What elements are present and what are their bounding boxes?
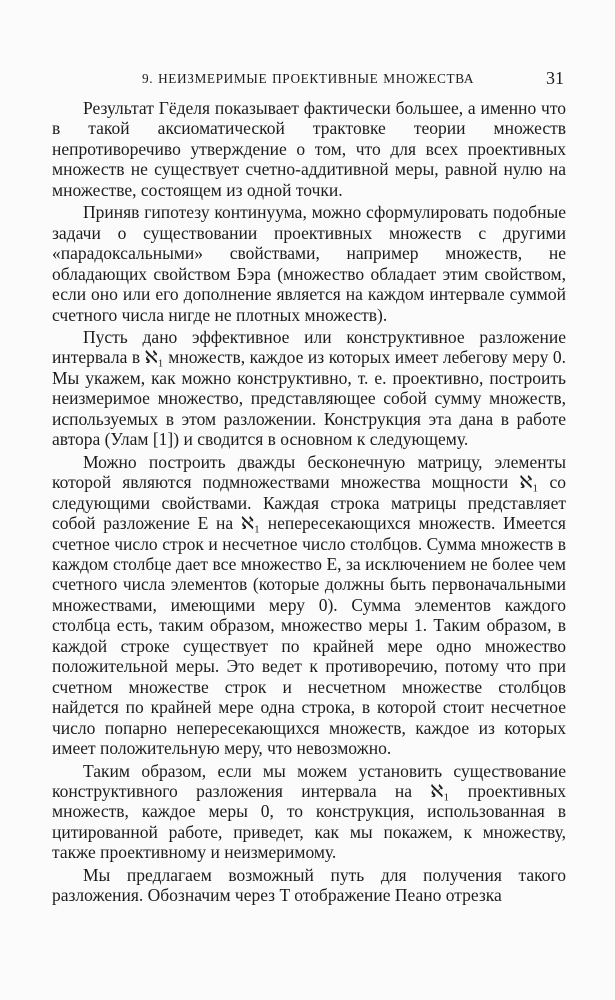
paragraph: Можно построить дважды бесконечную матрицу, элементы которой являются подмножествами множества мощности ℵ₁ со следующими свойствами. Каждая строка матрицы представляет собой разложение E на ℵ₁ непересекающихся множеств. Имеется счетное число строк и несчетное число столбцов. Сумма множеств в каждом столбце дает все множество E, за исключением не более чем счетного числа элементов (которые должны быть первоначальными множествами, имеющими меру 0). Сумма элементов каждого столбца есть, таким образом, множество меры 1. Таким образом, в каждой строке существует по крайней мере одно множество положительной меры. Это ведет к противоречию, потому что при счетном множестве строк и несчетном множестве столбцов найдется по крайней мере одна строка, в которой стоит несчетное число попарно непересекающихся множеств, каждое из которых имеет положительную меру, что невозможно.: [52, 451, 566, 759]
paragraph: Пусть дано эффективное или конструктивное разложение интервала в ℵ₁ множеств, каждое из которых имеет лебегову меру 0. Мы укажем, как можно конструктивно, т. е. проективно, построить неизмеримое множество, представляющее собой сумму множеств, используемых в этом разложении. Конструкция эта дана в работе автора (Улам [1]) и сводится в основном к следующему.: [52, 326, 566, 450]
paragraph: Результат Гёделя показывает фактически большее, а именно что в такой аксиоматической трактовке теории множеств непротиворечиво утверждение о том, что для всех проективных множеств не существует счетно-аддитивной меры, равной нулю на множестве, состоящем из одной точки.: [52, 98, 566, 200]
running-head: 9. НЕИЗМЕРИМЫЕ ПРОЕКТИВНЫЕ МНОЖЕСТВА: [142, 71, 475, 86]
page-number: 31: [546, 68, 564, 88]
paragraph: Таким образом, если мы можем установить существование конструктивного разложения интервала на ℵ₁ проективных множеств, каждое меры 0, то конструкция, использованная в цитированной работе, приведет, как мы покажем, к множеству, также проективному и неизмеримому.: [52, 760, 566, 863]
page-header: [52, 68, 564, 96]
main-text: [52, 98, 566, 906]
paragraph: Приняв гипотезу континуума, можно сформулировать подобные задачи о существовании проективных множеств с другими «парадоксальными» свойствами, например множеств, не обладающих свойством Бэра (множество обладает этим свойством, если оно или его дополнение является на каждом интервале суммой счетного числа нигде не плотных множеств).: [52, 202, 566, 325]
paragraph: Мы предлагаем возможный путь для получения такого разложения. Обозначим через T отображение Пеано отрезка: [52, 864, 566, 906]
